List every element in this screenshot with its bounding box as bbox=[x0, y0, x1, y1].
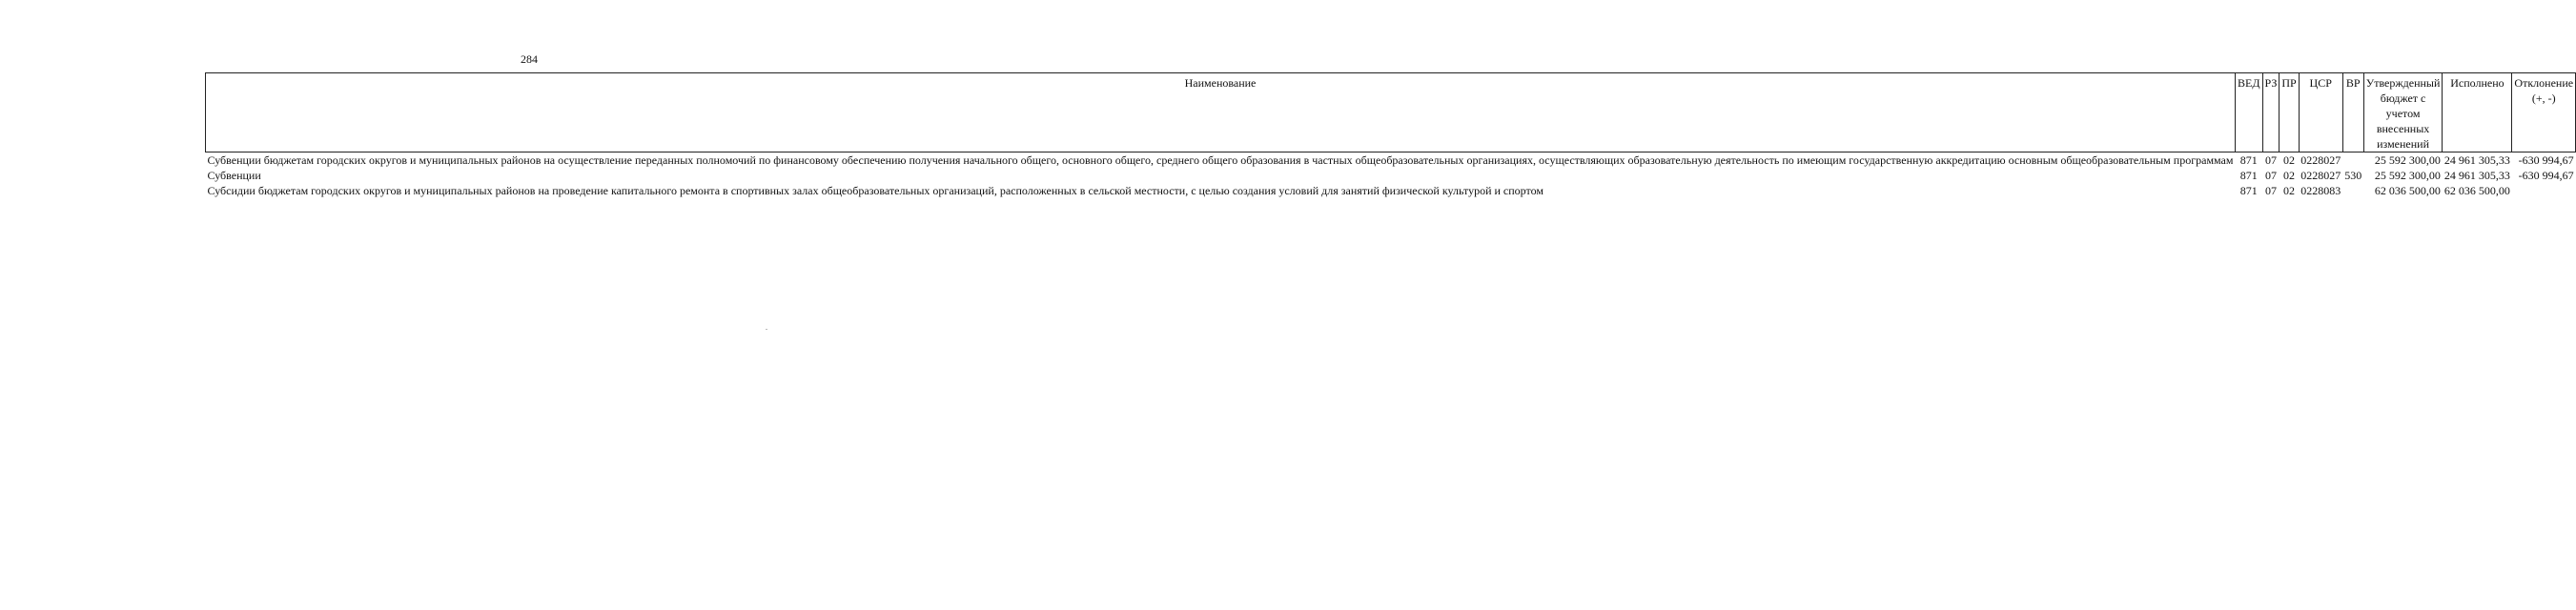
row-name: Субвенции бюджетам городских округов и муниципальных районов на осуществление переданных полномочий по финансовому обеспечению получения начального общего, основного общего, среднего общего образования в частных общеобразовательных организациях, осуществляющих образовательную деятельность по имеющим государственную аккредитацию основным общеобразовательным программам bbox=[207, 153, 2234, 167]
row-approved: 25 592 300,00 bbox=[2374, 169, 2441, 182]
row-executed: 24 961 305,33 bbox=[2443, 153, 2510, 167]
scan-speck bbox=[766, 329, 767, 330]
page-number: 284 bbox=[521, 52, 538, 66]
row-rz: 07 bbox=[2264, 153, 2277, 167]
row-deviation: -630 994,67 bbox=[2518, 153, 2574, 167]
row-executed: 24 961 305,33 bbox=[2443, 169, 2510, 182]
header-row bbox=[206, 73, 2576, 152]
row-name: Субсидии бюджетам городских округов и муниципальных районов на проведение капитального ремонта в спортивных залах общеобразовательных организаций, расположенных в сельской местности, с целью создания условий для занятий физической культурой и спортом bbox=[207, 184, 1544, 197]
budget-table bbox=[205, 72, 2576, 198]
row-csr: 0228027 bbox=[2300, 169, 2341, 182]
header-pr: ПР bbox=[2280, 73, 2299, 152]
row-executed: 62 036 500,00 bbox=[2443, 184, 2510, 197]
header-rz: РЗ bbox=[2262, 73, 2280, 152]
table-row bbox=[206, 152, 2576, 169]
row-rz: 07 bbox=[2264, 184, 2277, 197]
row-pr: 02 bbox=[2283, 169, 2296, 182]
table-row bbox=[206, 168, 2576, 183]
row-pr: 02 bbox=[2283, 153, 2296, 167]
row-rz: 07 bbox=[2264, 169, 2277, 182]
header-deviation: Отклонение (+, -) bbox=[2512, 73, 2576, 152]
table-row bbox=[206, 183, 2576, 198]
header-ved: ВЕД bbox=[2235, 73, 2262, 152]
header-csr: ЦСР bbox=[2299, 73, 2342, 152]
row-name: Субвенции bbox=[207, 169, 261, 182]
row-deviation bbox=[2512, 183, 2576, 198]
header-approved: Утвержденный бюджет с учетом внесенных изменений bbox=[2363, 73, 2443, 152]
row-vr bbox=[2342, 152, 2363, 169]
row-csr: 0228027 bbox=[2300, 153, 2341, 167]
row-approved: 25 592 300,00 bbox=[2374, 153, 2441, 167]
row-ved: 871 bbox=[2239, 153, 2258, 167]
header-name: Наименование bbox=[206, 73, 2236, 152]
row-approved: 62 036 500,00 bbox=[2374, 184, 2441, 197]
row-vr: 530 bbox=[2344, 169, 2362, 182]
header-vr: ВР bbox=[2342, 73, 2363, 152]
row-ved: 871 bbox=[2239, 184, 2258, 197]
row-ved: 871 bbox=[2239, 169, 2258, 182]
header-executed: Исполнено bbox=[2443, 73, 2512, 152]
row-pr: 02 bbox=[2283, 184, 2296, 197]
row-vr bbox=[2342, 183, 2363, 198]
row-deviation: -630 994,67 bbox=[2518, 169, 2574, 182]
row-csr: 0228083 bbox=[2300, 184, 2341, 197]
